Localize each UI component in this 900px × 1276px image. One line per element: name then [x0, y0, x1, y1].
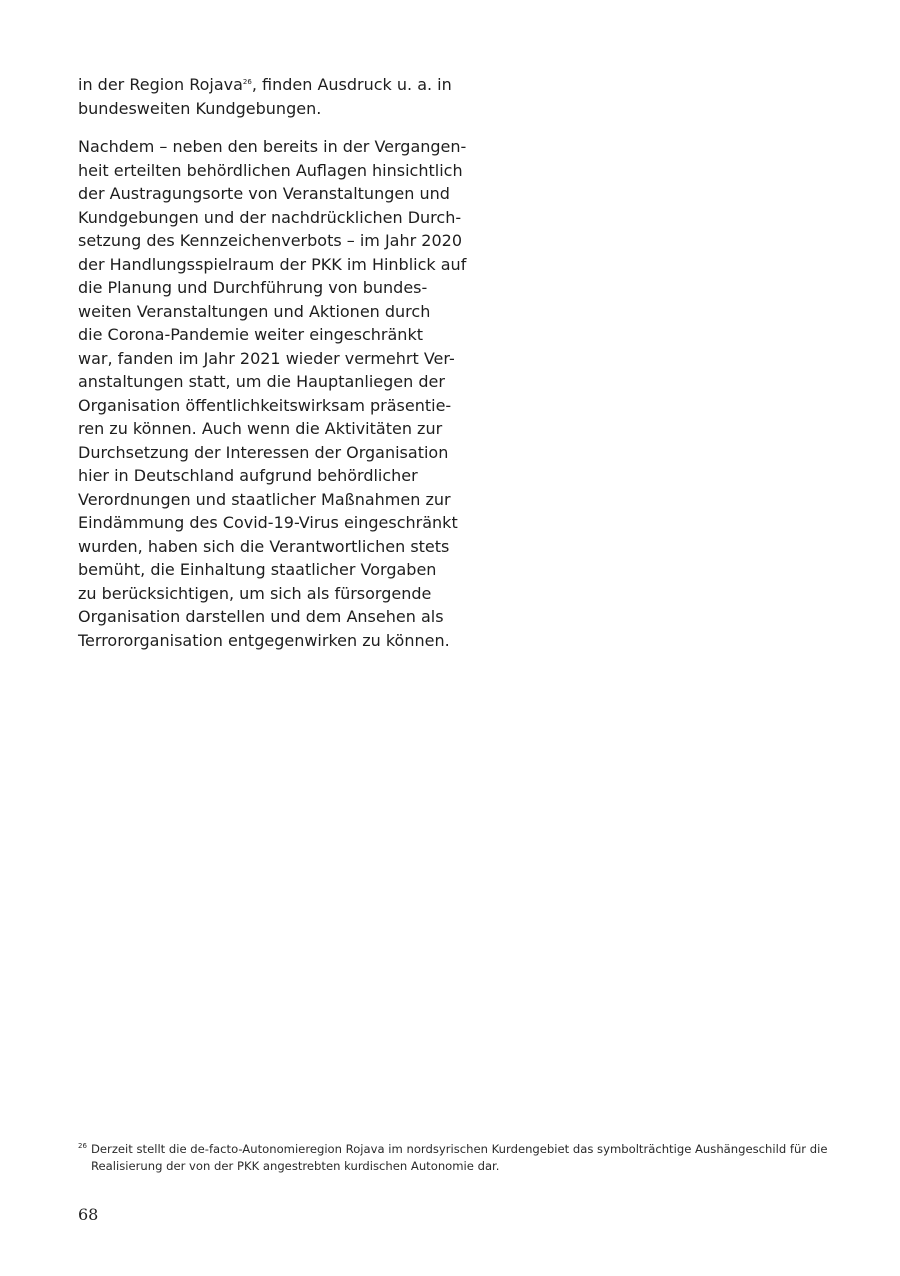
paragraph-2-line: Terrororganisation entgegenwirken zu können. [78, 630, 450, 650]
paragraph-2-line: die Planung und Durchführung von bundes- [78, 278, 428, 297]
paragraph-2-line: der Austragungsorte von Veranstaltungen und [78, 184, 450, 203]
paragraph-2-line: Durchsetzung der Interessen der Organisation [78, 442, 449, 462]
paragraph-2-line: hier in Deutschland aufgrund behördlicher [78, 466, 418, 485]
paragraph-2-line: Kundgebungen und der nachdrücklichen Durch- [78, 207, 462, 227]
main-text-column [78, 73, 467, 652]
paragraph-2-line: der Handlungsspielraum der PKK im Hinblick auf [78, 254, 467, 274]
paragraph-2 [78, 135, 467, 652]
paragraph-2-line: Eindämmung des Covid-19-Virus eingeschränkt [78, 513, 458, 532]
paragraph-2-line: setzung des Kennzeichenverbots – im Jahr 2020 [78, 231, 463, 250]
paragraph-2-line: heit erteilten behördlichen Auflagen hinsichtlich [78, 160, 463, 180]
footnote-line-1: Derzeit stellt die de-facto-Autonomieregion Rojava im nordsyrischen Kurdengebiet das symbolträchtige Aushängeschild für die [91, 1142, 828, 1156]
paragraph-2-line: Nachdem – neben den bereits in der Vergangen- [78, 137, 467, 156]
paragraph-2-line: Verordnungen und staatlicher Maßnahmen zur [78, 489, 451, 509]
paragraph-2-line: wurden, haben sich die Verantwortlichen stets [78, 536, 450, 556]
page-number: 68 [78, 1205, 99, 1224]
line-1-text-before: in der Region Rojava [78, 75, 243, 94]
paragraph-2-line: weiten Veranstaltungen und Aktionen durch [78, 301, 431, 321]
paragraph-1 [78, 73, 450, 120]
footnote-line-2: Realisierung der von der PKK angestrebten kurdischen Autonomie dar. [91, 1159, 500, 1173]
paragraph-2-line: ren zu können. Auch wenn die Aktivitäten zur [78, 419, 443, 438]
paragraph-1-line-1 [78, 73, 450, 97]
paragraph-2-line: war, fanden im Jahr 2021 wieder vermehrt Ver- [78, 348, 455, 368]
paragraph-2-line: anstaltungen statt, um die Hauptanliegen der [78, 372, 445, 391]
paragraph-1-line-2: bundesweiten Kundgebungen. [78, 98, 322, 118]
paragraph-2-line: bemüht, die Einhaltung staatlicher Vorgaben [78, 560, 437, 579]
paragraph-2-line: die Corona-Pandemie weiter eingeschränkt [78, 325, 423, 344]
paragraph-2-line: Organisation darstellen und dem Ansehen als [78, 607, 444, 626]
footnote-text [91, 1141, 828, 1175]
footnote-mark: 26 [78, 1142, 87, 1150]
paragraph-2-line: Organisation öffentlichkeitswirksam präsentie- [78, 395, 452, 415]
footnote [78, 1141, 828, 1175]
line-1-text-after: , finden Ausdruck u. a. in [251, 75, 452, 94]
footnote-reference: 26 [242, 78, 252, 86]
paragraph-2-line: zu berücksichtigen, um sich als fürsorgende [78, 583, 432, 603]
